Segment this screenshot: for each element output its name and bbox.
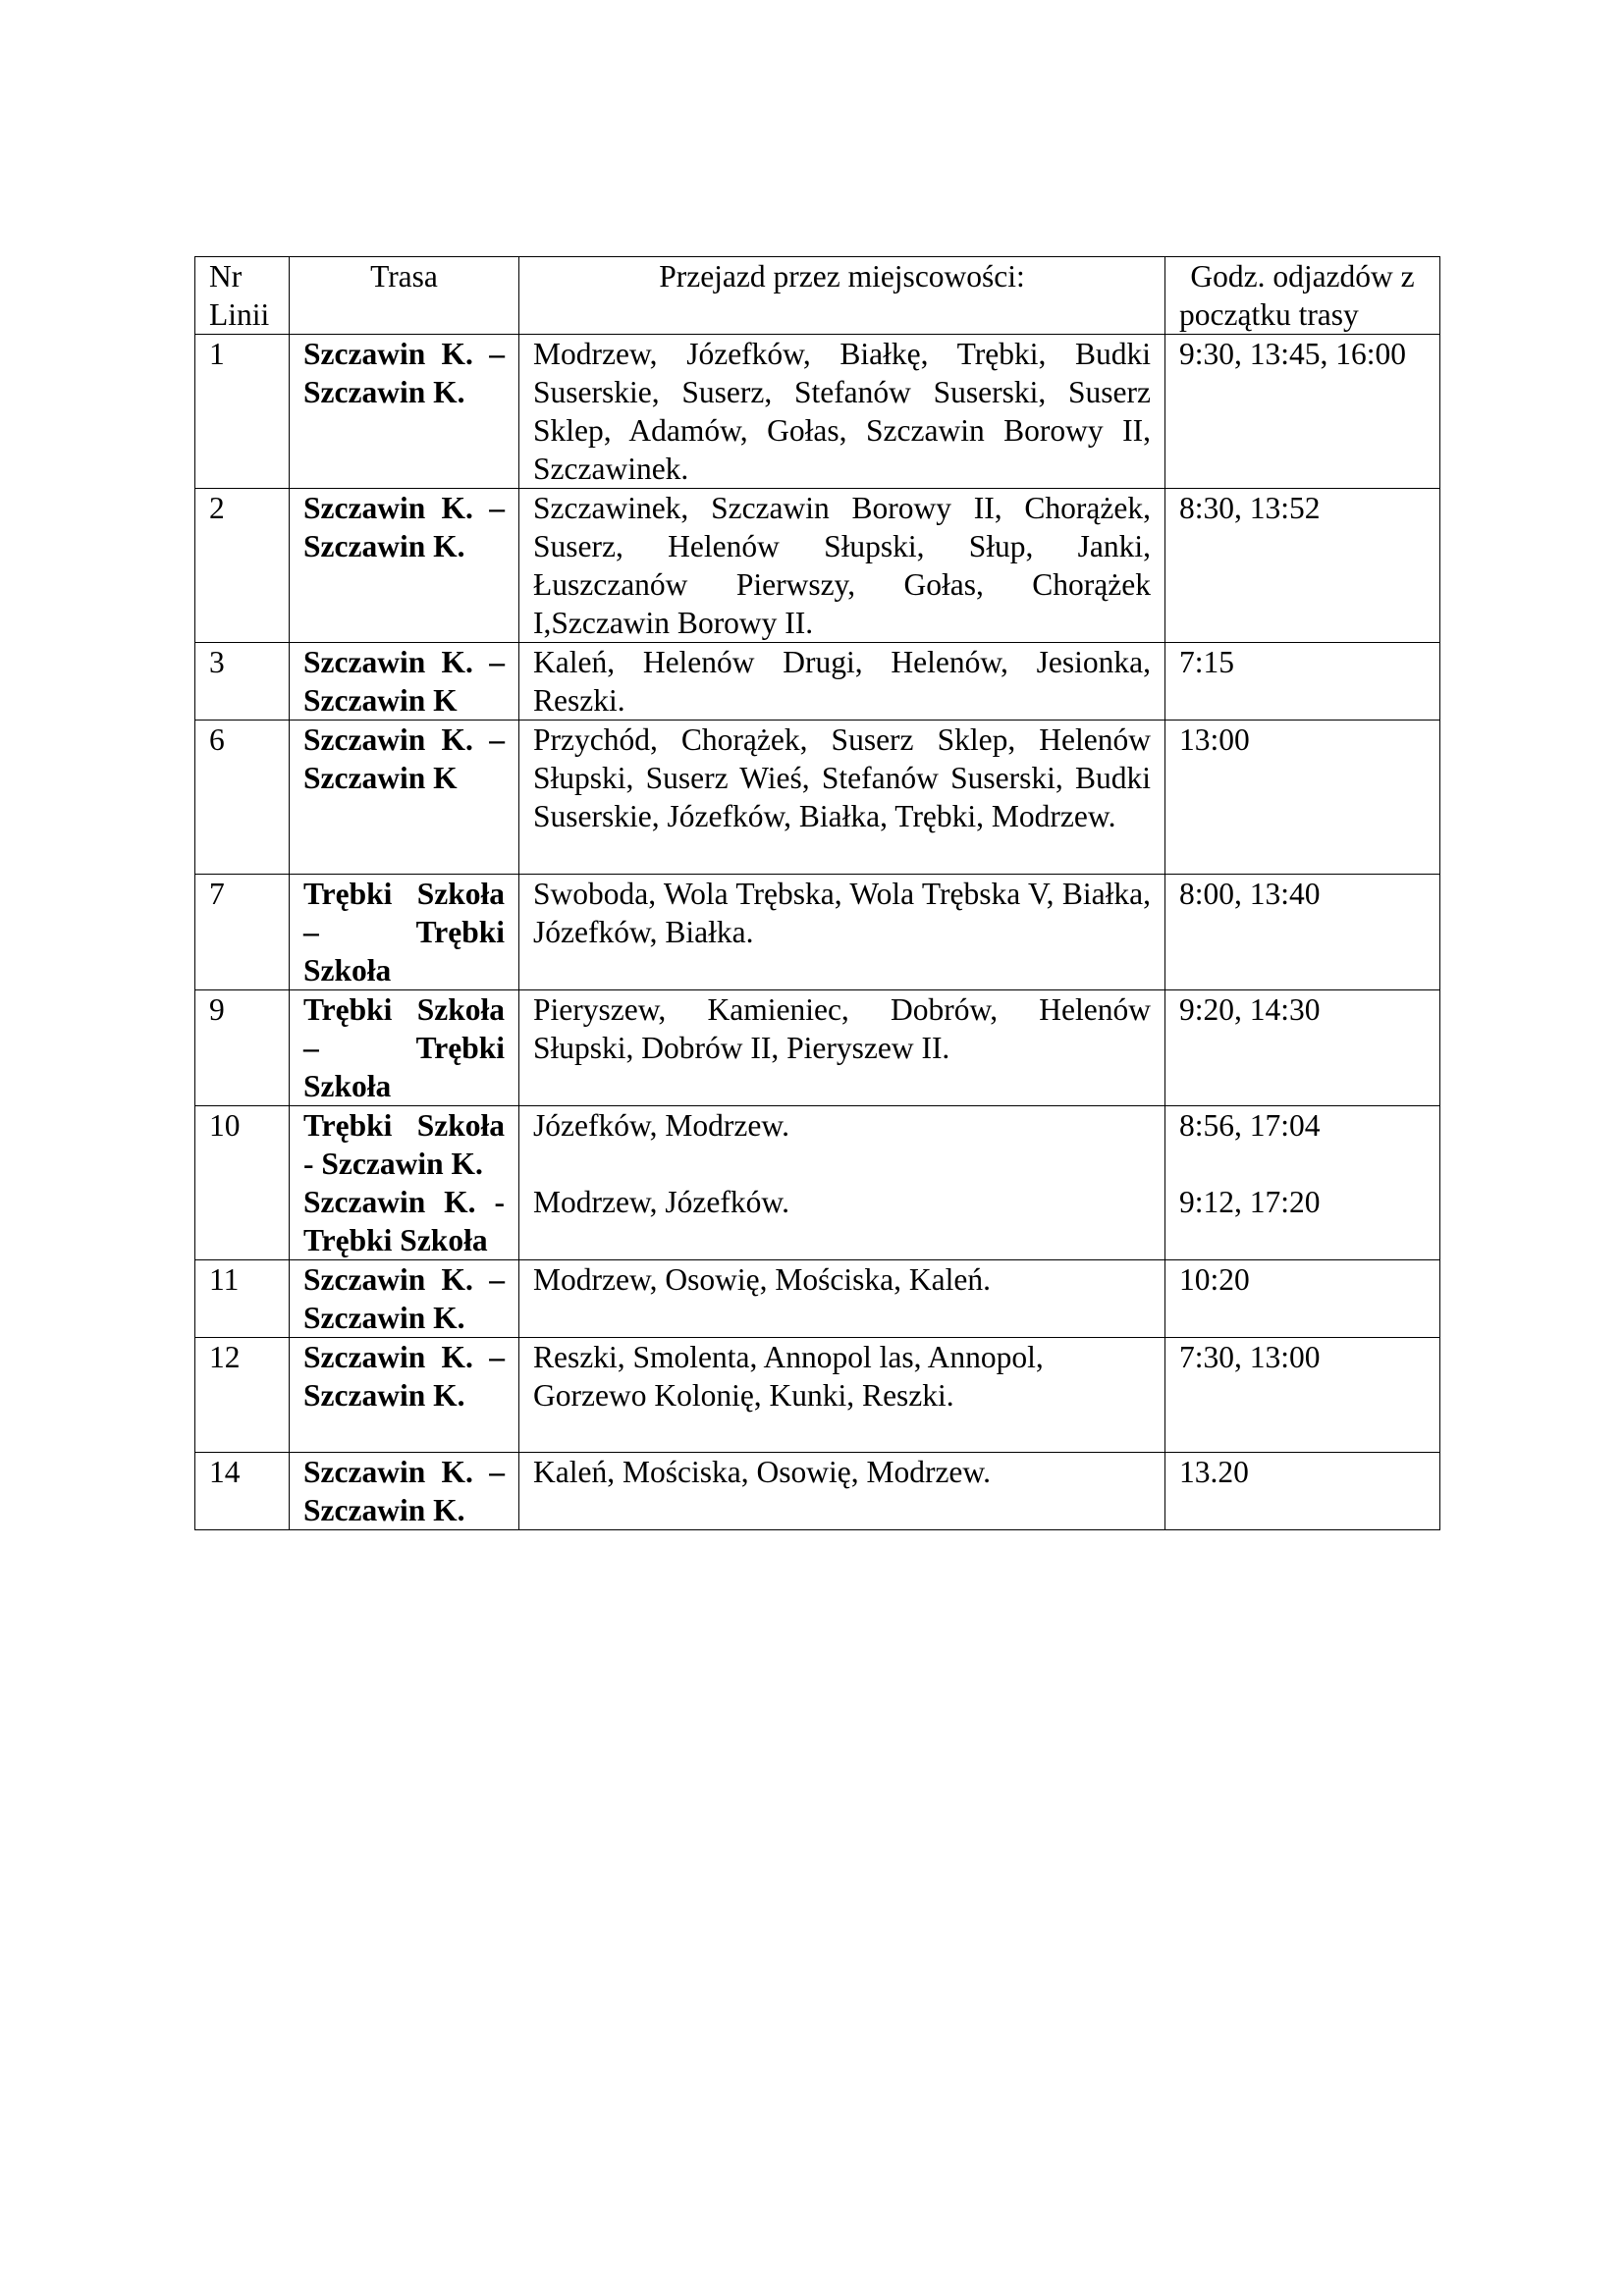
cell-przejazd: Kaleń, Helenów Drugi, Helenów, Jesionka, Reszki. bbox=[519, 643, 1165, 721]
table-row bbox=[195, 643, 1440, 721]
cell-godz bbox=[1165, 1106, 1440, 1260]
cell-przejazd: Swoboda, Wola Trębska, Wola Trębska V, Białka, Józefków, Białka. bbox=[519, 875, 1165, 990]
cell-godz: 7:15 bbox=[1165, 643, 1440, 721]
godz-return: 9:12, 17:20 bbox=[1179, 1185, 1321, 1219]
cell-nr: 7 bbox=[195, 875, 290, 990]
cell-nr: 3 bbox=[195, 643, 290, 721]
cell-nr: 1 bbox=[195, 335, 290, 489]
godz-outbound: 8:56, 17:04 bbox=[1179, 1108, 1321, 1143]
cell-trasa: Szczawin K. – Szczawin K bbox=[290, 721, 519, 875]
cell-trasa bbox=[290, 1106, 519, 1260]
header-przejazd: Przejazd przez miejscowości: bbox=[519, 257, 1165, 335]
cell-nr: 11 bbox=[195, 1260, 290, 1338]
cell-nr: 6 bbox=[195, 721, 290, 875]
table-row bbox=[195, 489, 1440, 643]
cell-nr: 12 bbox=[195, 1338, 290, 1453]
cell-trasa: Szczawin K. – Szczawin K. bbox=[290, 1338, 519, 1453]
cell-nr: 2 bbox=[195, 489, 290, 643]
cell-przejazd: Reszki, Smolenta, Annopol las, Annopol, Gorzewo Kolonię, Kunki, Reszki. bbox=[519, 1338, 1165, 1453]
cell-nr: 10 bbox=[195, 1106, 290, 1260]
header-trasa: Trasa bbox=[290, 257, 519, 335]
cell-trasa: Trębki Szkoła – Trębki Szkoła bbox=[290, 990, 519, 1106]
table-row bbox=[195, 1106, 1440, 1260]
cell-godz: 9:20, 14:30 bbox=[1165, 990, 1440, 1106]
przejazd-outbound: Józefków, Modrzew. bbox=[533, 1108, 789, 1143]
cell-trasa: Szczawin K. – Szczawin K. bbox=[290, 489, 519, 643]
cell-godz: 7:30, 13:00 bbox=[1165, 1338, 1440, 1453]
cell-trasa: Szczawin K. – Szczawin K. bbox=[290, 1260, 519, 1338]
table-row bbox=[195, 721, 1440, 875]
cell-godz: 10:20 bbox=[1165, 1260, 1440, 1338]
table-row bbox=[195, 335, 1440, 489]
header-nr: Nr Linii bbox=[195, 257, 290, 335]
cell-przejazd bbox=[519, 1106, 1165, 1260]
table-header-row bbox=[195, 257, 1440, 335]
cell-przejazd: Modrzew, Osowię, Mościska, Kaleń. bbox=[519, 1260, 1165, 1338]
cell-przejazd: Modrzew, Józefków, Białkę, Trębki, Budki Suserskie, Suserz, Stefanów Suserski, Suserz Sklep, Adamów, Gołas, Szczawin Borowy II, Szczawinek. bbox=[519, 335, 1165, 489]
cell-godz: 13:00 bbox=[1165, 721, 1440, 875]
cell-przejazd: Kaleń, Mościska, Osowię, Modrzew. bbox=[519, 1453, 1165, 1530]
header-godz: Godz. odjazdów z początku trasy bbox=[1165, 257, 1440, 335]
cell-godz: 8:30, 13:52 bbox=[1165, 489, 1440, 643]
cell-trasa: Szczawin K. – Szczawin K. bbox=[290, 335, 519, 489]
cell-trasa: Szczawin K. – Szczawin K. bbox=[290, 1453, 519, 1530]
table-row bbox=[195, 1453, 1440, 1530]
bus-schedule-table bbox=[194, 256, 1440, 1530]
cell-przejazd: Szczawinek, Szczawin Borowy II, Chorążek, Suserz, Helenów Słupski, Słup, Janki, Łuszczanów Pierwszy, Gołas, Chorążek I,Szczawin Borowy II. bbox=[519, 489, 1165, 643]
trasa-return: Szczawin K. - Trębki Szkoła bbox=[303, 1185, 505, 1257]
table-row bbox=[195, 875, 1440, 990]
table-row bbox=[195, 1260, 1440, 1338]
table-row bbox=[195, 1338, 1440, 1453]
trasa-outbound: Trębki Szkoła - Szczawin K. bbox=[303, 1108, 505, 1181]
cell-przejazd: Pieryszew, Kamieniec, Dobrów, Helenów Słupski, Dobrów II, Pieryszew II. bbox=[519, 990, 1165, 1106]
cell-przejazd: Przychód, Chorążek, Suserz Sklep, Helenów Słupski, Suserz Wieś, Stefanów Suserski, Budki Suserskie, Józefków, Białka, Trębki, Modrzew. bbox=[519, 721, 1165, 875]
cell-godz: 13.20 bbox=[1165, 1453, 1440, 1530]
cell-nr: 9 bbox=[195, 990, 290, 1106]
cell-trasa: Trębki Szkoła – Trębki Szkoła bbox=[290, 875, 519, 990]
cell-trasa: Szczawin K. – Szczawin K bbox=[290, 643, 519, 721]
przejazd-return: Modrzew, Józefków. bbox=[533, 1185, 789, 1219]
cell-godz: 9:30, 13:45, 16:00 bbox=[1165, 335, 1440, 489]
cell-nr: 14 bbox=[195, 1453, 290, 1530]
cell-godz: 8:00, 13:40 bbox=[1165, 875, 1440, 990]
table-row bbox=[195, 990, 1440, 1106]
